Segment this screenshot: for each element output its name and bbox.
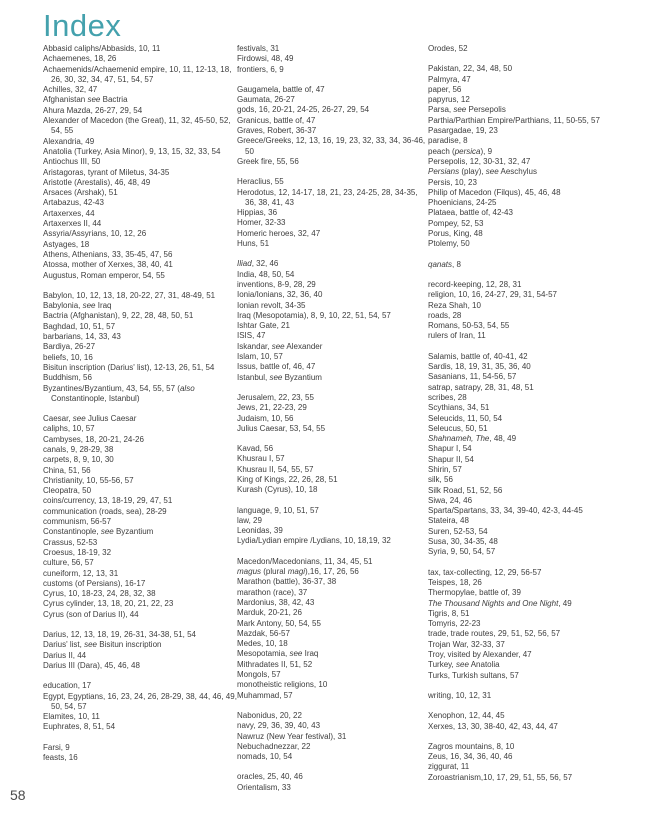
index-group: [43, 291, 237, 404]
index-entry: Croesus, 18-19, 32: [43, 547, 112, 557]
index-entry: barbarians, 14, 33, 43: [43, 332, 121, 342]
index-entry: Huns, 51: [237, 239, 270, 249]
index-entry: Mardonius, 38, 42, 43: [237, 597, 315, 607]
index-entry: Philip of Macedon (Filqus), 45, 46, 48: [428, 187, 561, 197]
index-entry: Trojan War, 32-33, 37: [428, 639, 505, 649]
index-entry: Troy, visited by Alexander, 47: [428, 650, 532, 660]
index-entry: Granicus, battle of, 47: [237, 115, 316, 125]
index-entry: Homer, 32-33: [237, 218, 286, 228]
index-entry: scribes, 28: [428, 392, 467, 402]
index-entry: Iskandar, see Alexander: [237, 341, 323, 351]
index-group: [428, 711, 640, 732]
index-entry: Bardiya, 26-27: [43, 342, 96, 352]
index-entry: Teispes, 18, 26: [428, 577, 482, 587]
index-entry: Afghanistan see Bactria: [43, 95, 128, 105]
index-entry: Persepolis, 12, 30-31, 32, 47: [428, 156, 531, 166]
index-entry: tax, tax-collecting, 12, 29, 56-57: [428, 567, 542, 577]
index-columns: [43, 44, 643, 793]
index-entry: Antiochus III, 50: [43, 157, 101, 167]
index-entry: India, 48, 50, 54: [237, 269, 295, 279]
index-entry: Darius' list, see Bisitun inscription: [43, 640, 162, 650]
index-entry: Phoenicians, 24-25: [428, 198, 497, 208]
index-entry: Iliad, 32, 46: [237, 259, 279, 269]
index-entry: The Thousand Nights and One Night, 49: [428, 598, 572, 608]
index-entry: Leonidas, 39: [237, 526, 283, 536]
index-entry: Hippias, 36: [237, 208, 278, 218]
index-entry: Elamites, 10, 11: [43, 712, 100, 722]
index-entry: ziggurat, 11: [428, 762, 470, 772]
index-entry: King of Kings, 22, 26, 28, 51: [237, 474, 338, 484]
index-entry: Abbasid caliphs/Abbasids, 10, 11: [43, 44, 161, 53]
index-entry: Xenophon, 12, 44, 45: [428, 711, 505, 721]
page-title: Index: [43, 8, 122, 43]
index-group: [237, 772, 428, 793]
index-group: [428, 64, 640, 249]
index-entry: rulers of Iran, 11: [428, 331, 486, 341]
index-entry: canals, 9, 28-29, 38: [43, 444, 114, 454]
index-entry: Gaugamela, battle of, 47: [237, 84, 325, 94]
index-entry: culture, 56, 57: [43, 558, 94, 568]
index-group: [237, 711, 428, 762]
index-entry: Alexandria, 49: [43, 136, 95, 146]
index-entry: Syria, 9, 50, 54, 57: [428, 547, 496, 557]
page-number: 58: [10, 787, 26, 803]
index-entry: Cyrus cylinder, 13, 18, 20, 21, 22, 23: [43, 599, 174, 609]
index-entry: Zoroastrianism,10, 17, 29, 51, 55, 56, 57: [428, 772, 573, 782]
index-entry: Jews, 21, 22-23, 29: [237, 403, 307, 413]
index-entry: Seleucus, 50, 51: [428, 423, 488, 433]
index-entry: Buddhism, 56: [43, 373, 92, 383]
index-entry: Mazdak, 56-57: [237, 628, 290, 638]
index-entry: Heraclius, 55: [237, 177, 284, 187]
index-entry: Siwa, 24, 46: [428, 495, 473, 505]
index-entry: Marduk, 20-21, 26: [237, 608, 302, 618]
index-entry: Romans, 50-53, 54, 55: [428, 321, 510, 331]
index-entry: Achaemenids/Achaemenid empire, 10, 11, 12-13, 18, 26, 30, 32, 34, 47, 51, 54, 57: [43, 64, 232, 84]
index-entry: Zeus, 16, 34, 36, 40, 46: [428, 752, 513, 762]
index-group: [237, 177, 428, 249]
index-entry: Aristagoras, tyrant of Miletus, 34-35: [43, 167, 170, 177]
index-entry: Darius II, 44: [43, 650, 87, 660]
index-entry: Farsi, 9: [43, 742, 70, 752]
index-entry: China, 51, 56: [43, 465, 91, 475]
index-entry: communism, 56-57: [43, 517, 112, 527]
index-entry: Zagros mountains, 8, 10: [428, 741, 515, 751]
index-entry: Orientalism, 33: [237, 782, 291, 792]
index-entry: Mark Antony, 50, 54, 55: [237, 618, 321, 628]
index-group: [428, 44, 640, 54]
index-entry: Tomyris, 22-23: [428, 619, 481, 629]
index-entry: Silk Road, 51, 52, 56: [428, 485, 503, 495]
index-entry: Kavad, 56: [237, 444, 274, 454]
index-entry: paradise, 8: [428, 136, 468, 146]
index-group: [43, 743, 237, 764]
index-entry: Jerusalem, 22, 23, 55: [237, 392, 314, 402]
index-entry: record-keeping, 12, 28, 31: [428, 279, 522, 289]
index-entry: Cyrus (son of Darius II), 44: [43, 609, 139, 619]
index-entry: Shapur II, 54: [428, 454, 474, 464]
index-entry: Suren, 52-53, 54: [428, 526, 488, 536]
index-entry: coins/currency, 13, 18-19, 29, 47, 51: [43, 496, 173, 506]
index-entry: Palmyra, 47: [428, 74, 471, 84]
index-entry: Firdowsi, 48, 49: [237, 54, 294, 64]
index-group: [43, 44, 237, 281]
index-entry: Istanbul, see Byzantium: [237, 372, 322, 382]
index-group: [237, 506, 428, 547]
index-entry: Cyrus, 10, 18-23, 24, 28, 32, 38: [43, 589, 156, 599]
index-entry: Muhammad, 57: [237, 690, 293, 700]
index-entry: Islam, 10, 57: [237, 352, 283, 362]
index-entry: education, 17: [43, 681, 92, 691]
index-entry: Anatolia (Turkey, Asia Minor), 9, 13, 15, 32, 33, 54: [43, 146, 221, 156]
index-entry: Iraq (Mesopotamia), 8, 9, 10, 22, 51, 54, 57: [237, 310, 391, 320]
index-entry: Shirin, 57: [428, 464, 462, 474]
index-entry: Plataea, battle of, 42-43: [428, 208, 513, 218]
index-entry: Bactria (Afghanistan), 9, 22, 28, 48, 50, 51: [43, 311, 194, 321]
index-entry: Crassus, 52-53: [43, 537, 98, 547]
index-entry: peach (persica), 9: [428, 146, 493, 156]
index-column-3: [428, 44, 640, 783]
index-entry: ISIS, 47: [237, 331, 266, 341]
index-entry: Issus, battle of, 46, 47: [237, 362, 316, 372]
index-entry: Susa, 30, 34-35, 48: [428, 537, 498, 547]
index-group: [237, 393, 428, 434]
index-entry: Astyages, 18: [43, 239, 90, 249]
index-entry: Augustus, Roman emperor, 54, 55: [43, 270, 165, 280]
index-group: [237, 444, 428, 495]
index-entry: cuneiform, 12, 13, 31: [43, 568, 119, 578]
index-entry: Marathon (battle), 36-37, 38: [237, 577, 337, 587]
index-entry: gods, 16, 20-21, 24-25, 26-27, 29, 54: [237, 105, 370, 115]
index-entry: silk, 56: [428, 475, 453, 485]
index-entry: language, 9, 10, 51, 57: [237, 505, 319, 515]
index-group: [237, 259, 428, 383]
index-entry: Persis, 10, 23: [428, 177, 477, 187]
index-entry: Sasanians, 11, 54-56, 57: [428, 372, 517, 382]
index-group: [428, 260, 640, 270]
index-entry: papyrus, 12: [428, 95, 470, 105]
index-entry: festivals, 31: [237, 44, 280, 53]
index-entry: Babylonia, see Iraq: [43, 301, 112, 311]
index-entry: Ionia/Ionians, 32, 36, 40: [237, 290, 323, 300]
index-entry: Kurash (Cyrus), 10, 18: [237, 485, 318, 495]
index-entry: Mongols, 57: [237, 670, 281, 680]
index-entry: frontiers, 6, 9: [237, 64, 284, 74]
index-entry: Porus, King, 48: [428, 229, 483, 239]
index-entry: Sparta/Spartans, 33, 34, 39-40, 42-3, 44-45: [428, 506, 583, 516]
index-entry: roads, 28: [428, 310, 462, 320]
index-entry: Nawruz (New Year festival), 31: [237, 731, 347, 741]
index-entry: feasts, 16: [43, 753, 78, 762]
index-group: [428, 280, 640, 342]
index-entry: Graves, Robert, 36-37: [237, 126, 317, 136]
index-entry: satrap, satrapy, 28, 31, 48, 51: [428, 382, 534, 392]
index-entry: Byzantines/Byzantium, 43, 54, 55, 57 (also Constantinople, Istanbul): [43, 383, 195, 403]
index-entry: Orodes, 52: [428, 44, 468, 53]
index-entry: Homeric heroes, 32, 47: [237, 228, 321, 238]
index-entry: Pasargadae, 19, 23: [428, 126, 498, 136]
index-entry: Constantinople, see Byzantium: [43, 527, 154, 537]
index-entry: Greece/Greeks, 12, 13, 16, 19, 23, 32, 33, 34, 36-46, 50: [237, 136, 426, 156]
index-group: [428, 352, 640, 558]
index-entry: trade, trade routes, 29, 51, 52, 56, 57: [428, 629, 561, 639]
index-entry: Reza Shah, 10: [428, 300, 481, 310]
index-entry: Ahura Mazda, 26-27, 29, 54: [43, 105, 143, 115]
index-entry: Pakistan, 22, 34, 48, 50: [428, 64, 513, 74]
index-entry: Artabazus, 42-43: [43, 198, 104, 208]
index-entry: Cleopatra, 50: [43, 486, 92, 496]
index-entry: Euphrates, 8, 51, 54: [43, 722, 116, 732]
index-group: [43, 681, 237, 732]
index-entry: Atossa, mother of Xerxes, 38, 40, 41: [43, 260, 173, 270]
index-entry: paper, 56: [428, 84, 462, 94]
index-entry: Arsaces (Arshak), 51: [43, 188, 118, 198]
index-entry: carpets, 8, 9, 10, 30: [43, 455, 114, 465]
index-entry: Ionian revolt, 34-35: [237, 300, 306, 310]
index-column-2: [237, 44, 428, 793]
index-entry: Parthia/Parthian Empire/Parthians, 11, 50-55, 57: [428, 115, 600, 125]
index-entry: Nabonidus, 20, 22: [237, 710, 302, 720]
index-entry: communication (roads, sea), 28-29: [43, 506, 167, 516]
index-group: [428, 568, 640, 681]
index-entry: navy, 29, 36, 39, 40, 43: [237, 721, 321, 731]
index-entry: magus (plural magi),16, 17, 26, 56: [237, 567, 359, 577]
index-entry: Lydia/Lydian empire /Lydians, 10, 18,19, 32: [237, 536, 391, 546]
index-entry: Cambyses, 18, 20-21, 24-26: [43, 434, 144, 444]
index-entry: Xerxes, 13, 30, 38-40, 42, 43, 44, 47: [428, 721, 558, 731]
index-entry: customs (of Persians), 16-17: [43, 578, 146, 588]
index-entry: caliphs, 10, 57: [43, 424, 95, 434]
index-entry: Artaxerxes, 44: [43, 208, 95, 218]
index-entry: Alexander of Macedon (the Great), 11, 32, 45-50, 52, 54, 55: [43, 116, 231, 136]
index-entry: Shahnameh, The, 48, 49: [428, 434, 517, 444]
index-entry: Darius, 12, 13, 18, 19, 26-31, 34-38, 51, 54: [43, 630, 196, 640]
index-entry: nomads, 10, 54: [237, 752, 293, 762]
index-entry: religion, 10, 16, 24-27, 29, 31, 54-57: [428, 290, 557, 300]
index-entry: Gaumata, 26-27: [237, 95, 295, 105]
index-entry: Khusrau II, 54, 55, 57: [237, 464, 314, 474]
index-entry: Sardis, 18, 19, 31, 35, 36, 40: [428, 362, 531, 372]
index-entry: Stateira, 48: [428, 516, 469, 526]
index-group: [237, 557, 428, 701]
index-entry: Turks, Turkish sultans, 57: [428, 670, 519, 680]
index-entry: Salamis, battle of, 40-41, 42: [428, 351, 528, 361]
index-group: [428, 742, 640, 783]
index-entry: Babylon, 10, 12, 13, 18, 20-22, 27, 31, 48-49, 51: [43, 290, 216, 300]
index-entry: Turkey, see Anatolia: [428, 660, 500, 670]
index-entry: Ishtar Gate, 21: [237, 321, 290, 331]
index-entry: Achilles, 32, 47: [43, 85, 98, 95]
index-group: [43, 414, 237, 620]
index-entry: monotheistic religions, 10: [237, 680, 328, 690]
index-entry: Baghdad, 10, 51, 57: [43, 321, 116, 331]
index-entry: oracles, 25, 40, 46: [237, 772, 303, 782]
index-entry: Achaemenes, 18, 26: [43, 54, 117, 64]
index-entry: Judaism, 10, 56: [237, 413, 294, 423]
index-entry: Macedon/Macedonians, 11, 34, 45, 51: [237, 556, 373, 566]
index-entry: Seleucids, 11, 50, 54: [428, 413, 503, 423]
index-entry: Khusrau I, 57: [237, 454, 285, 464]
index-entry: Darius III (Dara), 45, 46, 48: [43, 660, 140, 670]
index-entry: inventions, 8-9, 28, 29: [237, 279, 316, 289]
index-entry: Bisitun inscription (Darius' list), 12-13, 26, 51, 54: [43, 362, 215, 372]
index-entry: writing, 10, 12, 31: [428, 690, 492, 700]
index-entry: marathon (race), 37: [237, 587, 308, 597]
index-entry: Pompey, 52, 53: [428, 218, 484, 228]
index-entry: Ptolemy, 50: [428, 239, 470, 249]
index-group: [237, 85, 428, 167]
index-column-1: [43, 44, 237, 763]
index-entry: Tigris, 8, 51: [428, 608, 470, 618]
index-group: [428, 691, 640, 701]
index-entry: law, 29: [237, 515, 262, 525]
index-entry: Assyria/Assyrians, 10, 12, 26: [43, 229, 147, 239]
index-entry: Nebuchadnezzar, 22: [237, 741, 311, 751]
index-entry: Mithradates II, 51, 52: [237, 659, 313, 669]
index-entry: Egypt, Egyptians, 16, 23, 24, 26, 28-29, 38, 44, 46, 49, 50, 54, 57: [43, 691, 237, 711]
index-entry: Scythians, 34, 51: [428, 403, 490, 413]
index-entry: Caesar, see Julius Caesar: [43, 414, 137, 424]
index-entry: Julius Caesar, 53, 54, 55: [237, 423, 326, 433]
index-entry: Thermopylae, battle of, 39: [428, 588, 521, 598]
index-entry: Shapur I, 54: [428, 444, 472, 454]
index-entry: qanats, 8: [428, 259, 461, 269]
index-entry: Athens, Athenians, 33, 35-45, 47, 56: [43, 249, 173, 259]
index-entry: Parsa, see Persepolis: [428, 105, 506, 115]
index-entry: Aristotle (Arestalis), 46, 48, 49: [43, 177, 151, 187]
index-entry: Herodotus, 12, 14-17, 18, 21, 23, 24-25, 28, 34-35, 36, 38, 41, 43: [237, 187, 418, 207]
index-entry: Artaxerxes II, 44: [43, 219, 102, 229]
index-entry: Persians (play), see Aeschylus: [428, 167, 537, 177]
index-group: [43, 630, 237, 671]
index-entry: beliefs, 10, 16: [43, 352, 93, 362]
index-entry: Mesopotamia, see Iraq: [237, 649, 319, 659]
index-group: [237, 44, 428, 75]
index-entry: Greek fire, 55, 56: [237, 156, 299, 166]
index-entry: Christianity, 10, 55-56, 57: [43, 475, 134, 485]
index-entry: Medes, 10, 18: [237, 639, 288, 649]
